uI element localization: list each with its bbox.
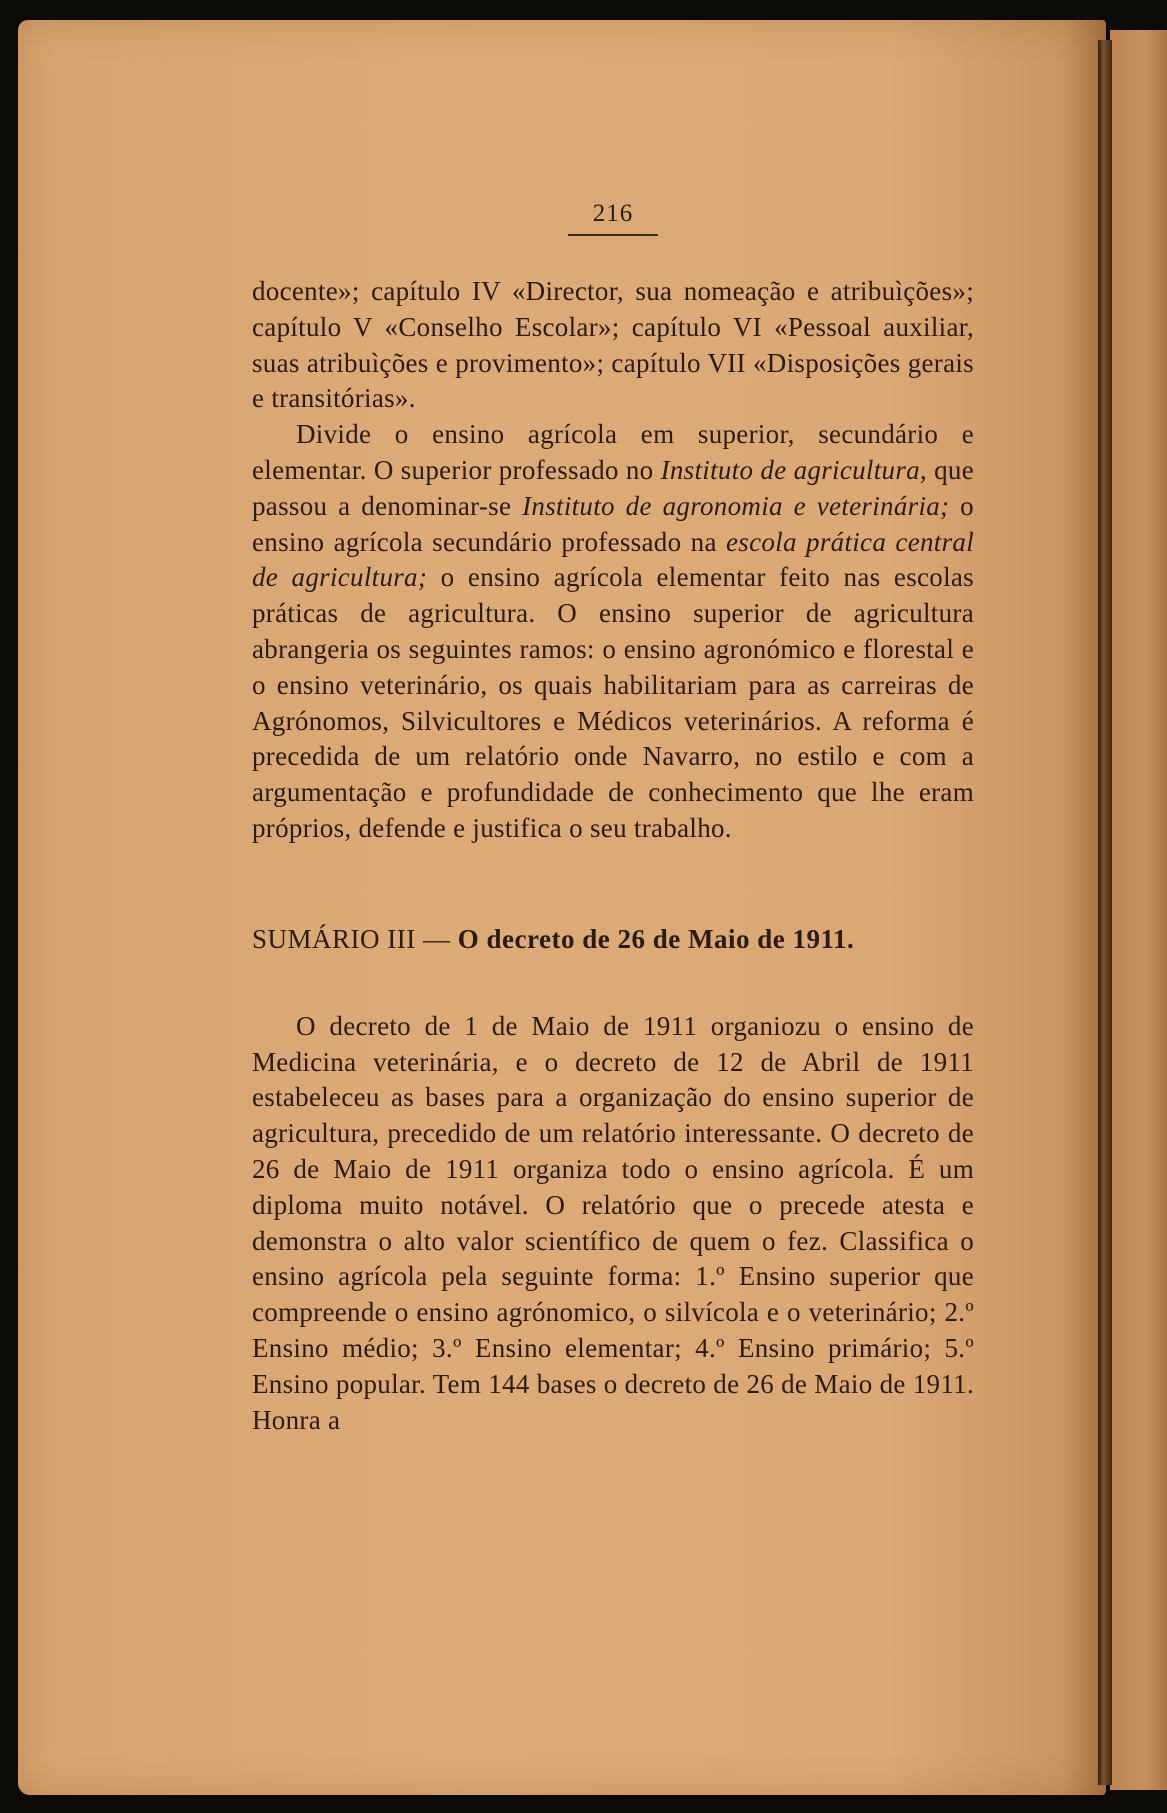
adjacent-page-edge: [1110, 30, 1167, 1790]
page-text-block: [252, 200, 974, 1438]
paragraph-text: o ensino agrícola elementar feito nas escolas práticas de agricultura. O ensino superior de agricultura abrangeria os seguintes ramos: o ensino agronómico e florestal e o ensino veterinário, os quais habilitariam para as carreiras de Agrónomos, Silvicultores e Médicos veterinários. A reforma é precedida de um relatório onde Navarro, no estilo e com a argumentação e profundidade de conhecimento que lhe eram próprios, defende e justifica o seu trabalho.: [252, 562, 974, 843]
page-gutter-shadow: [1098, 40, 1112, 1785]
paragraph-text: Divide o ensino agrícola em superior, secundário e elementar. O superior professado no: [252, 419, 974, 485]
paragraph-text: o ensino agrícola secundário professado na: [252, 490, 974, 557]
italic-institution-name: Instituto de agronomia e veterinária;: [522, 490, 950, 521]
page-number: 216: [568, 200, 658, 236]
summary-title: O decreto de 26 de Maio de 1911.: [457, 923, 855, 954]
decree-paragraph: O decreto de 1 de Maio de 1911 organiozu o ensino de Medicina veterinária, e o decreto de 12 de Abril de 1911 estabeleceu as bases para a organização do ensino superior de agricultura, precedido de um relatório interessante. O decreto de 26 de Maio de 1911 organiza todo o ensino agrícola. É um diploma muito notável. O relatório que o precede atesta e demonstra o alto valor scientífico de quem o fez. Classifica o ensino agrícola pela seguinte forma: 1.º Ensino superior que compreende o ensino agrónomico, o silvícola e o veterinário; 2.º Ensino médio; 3.º Ensino elementar; 4.º Ensino primário; 5.º Ensino popular. Tem 144 bases o decreto de 26 de Maio de 1911. Honra a: [252, 1010, 974, 1435]
continuation-paragraph: docente»; capítulo IV «Director, sua nomeação e atribuìções»; capítulo V «Conselho Escolar»; capítulo VI «Pessoal auxiliar, suas atribuìções e provimento»; capítulo VII «Disposições gerais e transitórias».: [252, 276, 974, 414]
italic-institution-name: Instituto de agricultura,: [660, 454, 927, 485]
summary-heading: [252, 921, 974, 957]
paragraph-text: que passou a denominar-se: [252, 454, 974, 521]
ensino-division-paragraph: [252, 417, 974, 847]
summary-label: SUMÁRIO III —: [252, 923, 458, 954]
italic-institution-name: escola prática central de agricultura;: [252, 526, 974, 593]
